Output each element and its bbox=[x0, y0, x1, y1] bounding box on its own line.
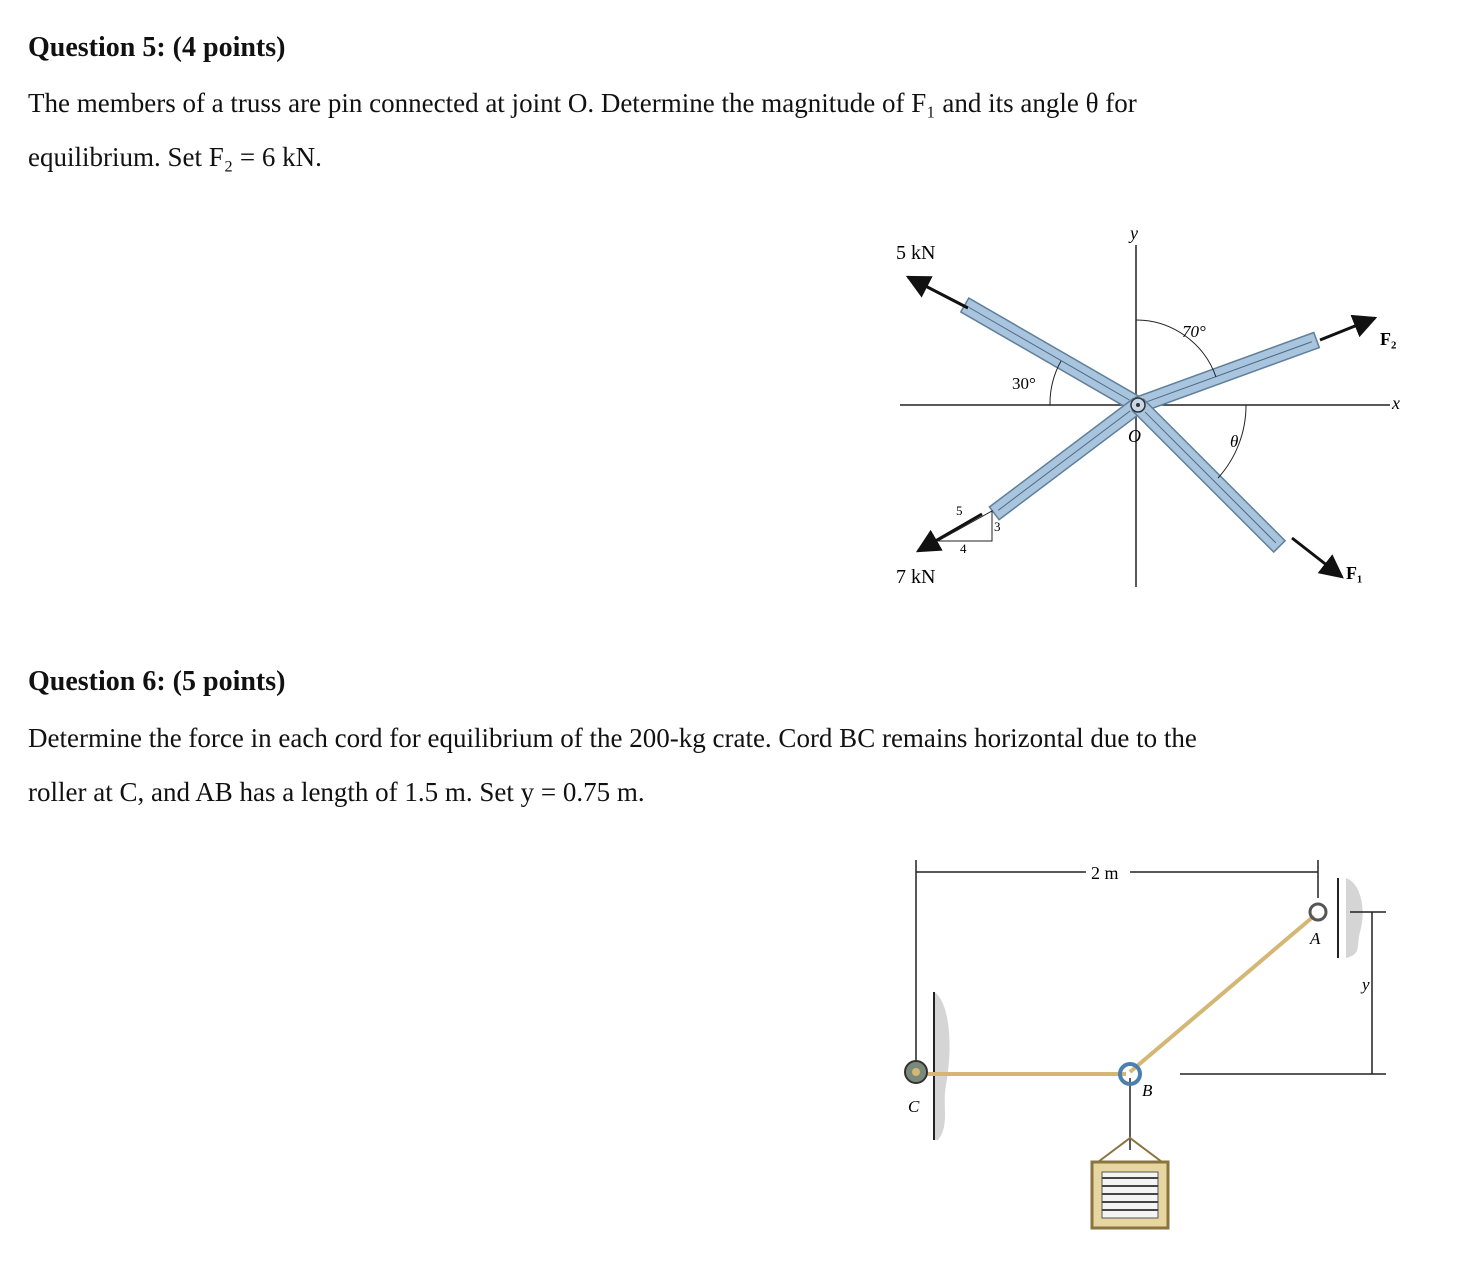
ring-a bbox=[1310, 904, 1326, 920]
wall-c bbox=[934, 992, 950, 1140]
question-6-line-2: roller at C, and AB has a length of 1.5 m. Set y = 0.75 m. bbox=[28, 777, 645, 807]
label-slope-5: 5 bbox=[956, 503, 963, 518]
question-5-title: Question 5: (4 points) bbox=[28, 32, 286, 63]
label-7kn: 7 kN bbox=[896, 566, 936, 588]
label-theta: θ bbox=[1230, 432, 1239, 451]
arrow-5kn bbox=[908, 277, 968, 308]
label-slope-3: 3 bbox=[994, 519, 1001, 534]
member-lower-right bbox=[1132, 399, 1285, 552]
question-5-line-2: equilibrium. Set F₂ = 6 kN. bbox=[28, 142, 322, 172]
member-lower-left bbox=[989, 399, 1142, 520]
label-joint-o: O bbox=[1128, 426, 1141, 446]
crate-200kg bbox=[1092, 1138, 1168, 1228]
label-x-axis: x bbox=[1392, 393, 1400, 413]
label-y-axis: y bbox=[1130, 223, 1138, 243]
label-2m: 2 m bbox=[1091, 863, 1119, 883]
label-slope-4: 4 bbox=[960, 541, 967, 556]
question-5-line-1: The members of a truss are pin connected at joint O. Determine the magnitude of F₁ and its angle θ for bbox=[28, 88, 1137, 118]
crate-cord-figure bbox=[880, 850, 1400, 1240]
label-angle-30: 30° bbox=[1012, 374, 1036, 393]
label-a: A bbox=[1310, 929, 1321, 948]
truss-figure bbox=[880, 215, 1420, 595]
member-upper-left bbox=[961, 298, 1142, 412]
slope-triangle-shape bbox=[938, 511, 992, 541]
label-y: y bbox=[1362, 975, 1370, 994]
arrow-f2 bbox=[1320, 318, 1375, 340]
label-f1: F₁ bbox=[1346, 563, 1363, 583]
label-5kn: 5 kN bbox=[896, 242, 936, 264]
label-b: B bbox=[1142, 1081, 1153, 1100]
label-f2: F₂ bbox=[1380, 329, 1397, 349]
question-6-title: Question 6: (5 points) bbox=[28, 666, 286, 697]
question-6-line-1: Determine the force in each cord for equilibrium of the 200-kg crate. Cord BC remains horizontal due to the bbox=[28, 723, 1197, 753]
arrow-f1 bbox=[1292, 538, 1342, 577]
arrow-7kn bbox=[918, 514, 982, 551]
question-5-text bbox=[28, 76, 1448, 184]
label-angle-70: 70° bbox=[1182, 322, 1206, 341]
wall-a bbox=[1346, 878, 1363, 958]
label-c: C bbox=[908, 1097, 920, 1116]
cord-ab bbox=[1130, 916, 1314, 1072]
question-6-text bbox=[28, 711, 1448, 819]
member-upper-right bbox=[1135, 332, 1319, 412]
